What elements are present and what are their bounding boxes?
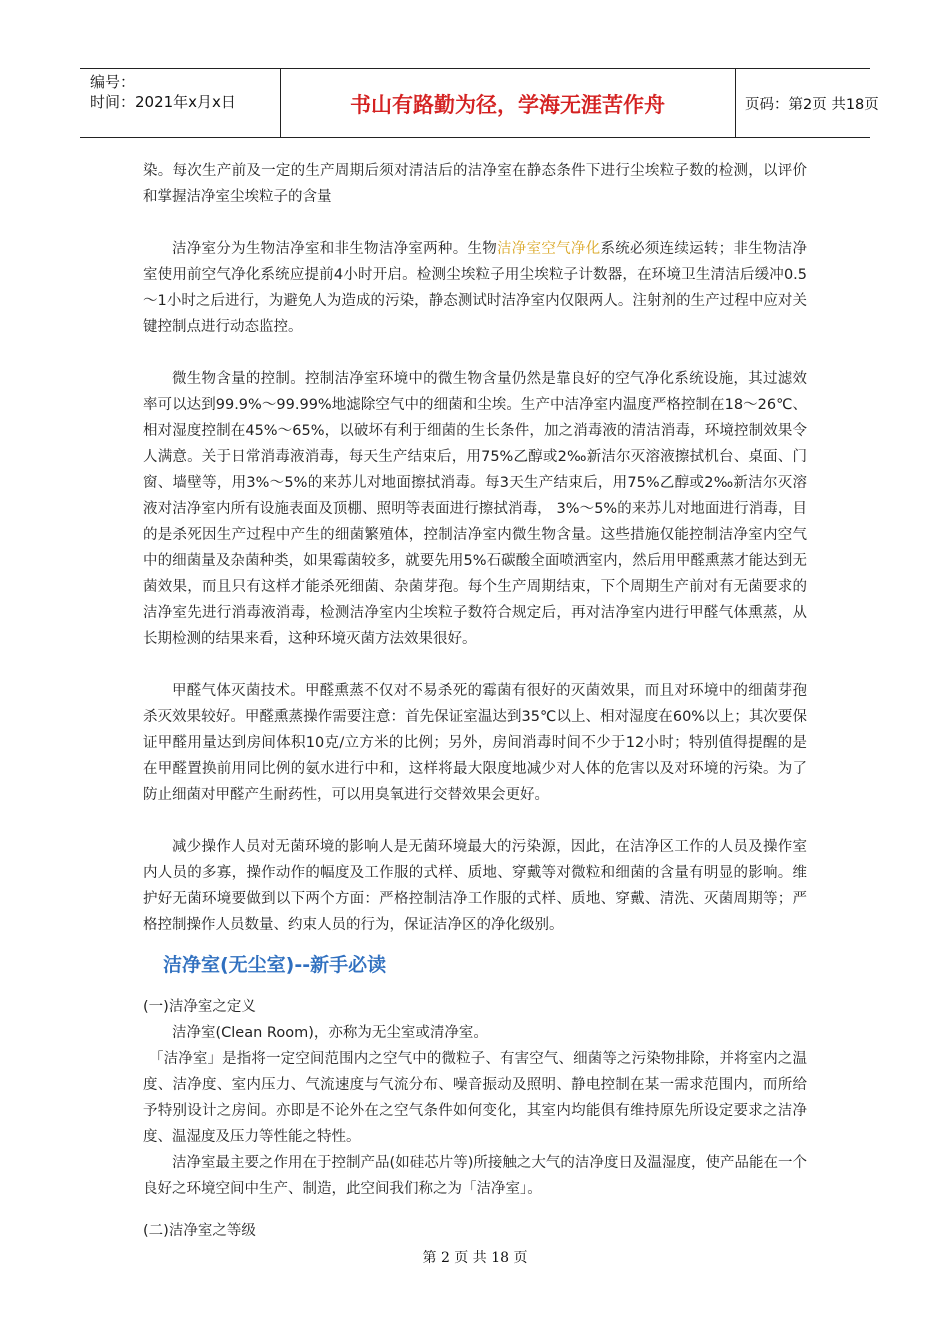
header-page-cell xyxy=(735,69,879,137)
header-meta-cell xyxy=(80,69,281,137)
header-page-number: 页码：第2页 共18页 xyxy=(745,97,879,113)
paragraph-clean-room-types xyxy=(143,236,807,340)
section-1-title: (一)洁净室之定义 xyxy=(143,999,256,1015)
document-date: 时间：2021年x月x日 xyxy=(90,93,236,111)
section-2-title: (二)洁净室之等级 xyxy=(143,1223,256,1239)
section-heading: 洁净室(无尘室)--新手必读 xyxy=(163,954,387,976)
document-body xyxy=(143,158,807,1244)
header-motto-cell xyxy=(280,69,736,137)
document-number: 编号： xyxy=(90,73,136,91)
page-footer: 第 2 页 共 18 页 xyxy=(422,1250,528,1266)
header-motto: 书山有路勤为径，学海无涯苦作舟 xyxy=(350,93,665,117)
spacer xyxy=(143,1202,807,1218)
definition-line-2: 「洁净室」是指将一定空间范围内之空气中的微粒子、有害空气、细菌等之污染物排除，并将室内之温度、洁净度、室内压力、气流速度与气流分布、噪音振动及照明、静电控制在某一需求范围内，而所给予特别设计之房间。亦即是不论外在之空气条件如何变化，其室内均能俱有维持原先所设定要求之洁净度、温湿度及压力等性能之特性。 xyxy=(143,1051,807,1145)
highlight-link[interactable]: 洁净室空气净化 xyxy=(497,241,601,257)
definition-line-1: 洁净室(Clean Room)，亦称为无尘室或清净室。 xyxy=(172,1025,488,1041)
text: 系统必须连续运转；非生物洁净室使用前空气净化系统应提前4小时开启。检测尘埃粒子用尘埃粒子计数器，在环境卫生清洁后缓冲0.5～1小时之后进行，为避免人为造成的污染，静态测试时洁净室内仅限两人。注射剂的生产过程中应对关键控制点进行动态监控。 xyxy=(143,241,808,335)
definition-line-3: 洁净室最主要之作用在于控制产品(如硅芯片等)所接触之大气的洁净度日及温湿度，使产品能在一个良好之环境空间中生产、制造，此空间我们称之为「洁净室」。 xyxy=(143,1155,807,1197)
page-header xyxy=(80,68,879,138)
text: 洁净室分为生物洁净室和非生物洁净室两种。生物 xyxy=(172,241,498,257)
paragraph-dust-check: 染。每次生产前及一定的生产周期后须对清洁后的洁净室在静态条件下进行尘埃粒子数的检测，以评价和掌握洁净室尘埃粒子的含量 xyxy=(143,163,807,205)
paragraph-microbe-control: 微生物含量的控制。控制洁净室环境中的微生物含量仍然是靠良好的空气净化系统设施，其过滤效率可以达到99.9%～99.99%地滤除空气中的细菌和尘埃。生产中洁净室内温度严格控制在18～26℃、相对湿度控制在45%～65%，以破坏有利于细菌的生长条件，加之消毒液的清洁消毒，环境控制效果令人满意。关于日常消毒液消毒，每天生产结束后，用75%乙醇或2‰新洁尔灭溶液擦拭机台、桌面、门窗、墙壁等，用3%～5%的来苏儿对地面擦拭消毒。每3天生产结束后，用75%乙醇或2‰新洁尔灭溶液对洁净室内所有设施表面及顶棚、照明等表面进行擦拭消毒， 3%～5%的来苏儿对地面进行消毒，目的是杀死因生产过程中产生的细菌繁殖体，控制洁净室内微生物含量。这些措施仅能控制洁净室内空气中的细菌量及杂菌种类，如果霉菌较多，就要先用5%石碳酸全面喷洒室内，然后用甲醛熏蒸才能达到无菌效果，而且只有这样才能杀死细菌、杂菌芽孢。每个生产周期结束，下个周期生产前对有无菌要求的洁净室先进行消毒液消毒，检测洁净室内尘埃粒子数符合规定后，再对洁净室内进行甲醛气体熏蒸，从长期检测的结果来看，这种环境灭菌方法效果很好。 xyxy=(143,371,807,647)
paragraph-formaldehyde: 甲醛气体灭菌技术。甲醛熏蒸不仅对不易杀死的霉菌有很好的灭菌效果，而且对环境中的细菌芽孢杀灭效果较好。甲醛熏蒸操作需要注意：首先保证室温达到35℃以上、相对湿度在60%以上；其次要保证甲醛用量达到房间体积10克/立方米的比例；另外，房间消毒时间不少于12小时；特别值得提醒的是在甲醛置换前用同比例的氨水进行中和，这样将最大限度地减少对人体的危害以及对环境的污染。为了防止细菌对甲醛产生耐药性，可以用臭氧进行交替效果会更好。 xyxy=(143,683,807,803)
paragraph-operators: 减少操作人员对无菌环境的影响人是无菌环境最大的污染源，因此，在洁净区工作的人员及操作室内人员的多寡，操作动作的幅度及工作服的式样、质地、穿戴等对微粒和细菌的含量有明显的影响。维护好无菌环境要做到以下两个方面：严格控制洁净工作服的式样、质地、穿戴、清洗、灭菌周期等；严格控制操作人员数量、约束人员的行为，保证洁净区的净化级别。 xyxy=(143,839,807,933)
